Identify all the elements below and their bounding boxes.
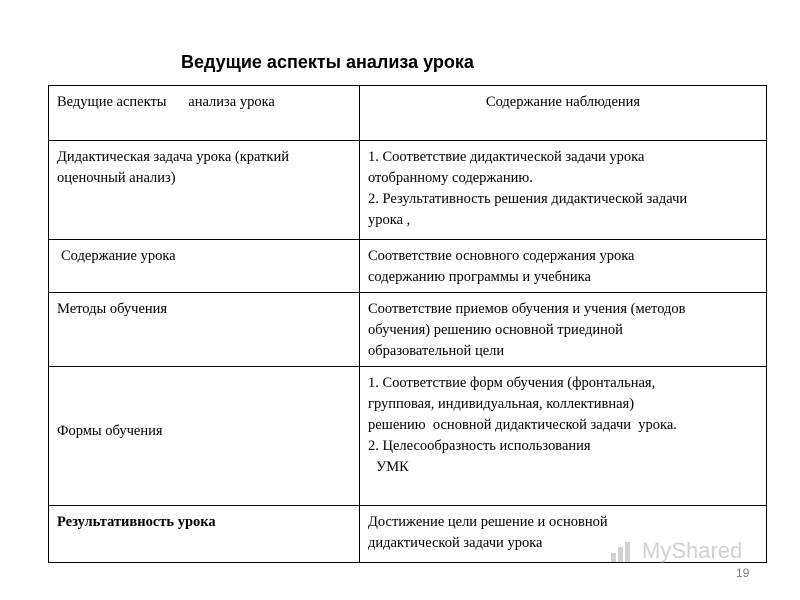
content-line: 2. Целесообразность использования bbox=[368, 438, 591, 454]
analysis-table bbox=[48, 85, 767, 563]
page-title: Ведущие аспекты анализа урока bbox=[181, 52, 474, 72]
aspect-line: оценочный анализ) bbox=[57, 170, 176, 186]
watermark-text: MyShared bbox=[642, 538, 743, 563]
aspect-cell bbox=[49, 240, 360, 293]
table-header-row bbox=[49, 86, 767, 141]
aspect-cell bbox=[49, 293, 360, 367]
content-line: урока , bbox=[368, 212, 411, 228]
aspect-cell bbox=[49, 141, 360, 240]
aspect-cell bbox=[49, 506, 360, 563]
aspect-line: Содержание урока bbox=[61, 248, 176, 264]
header-content: Содержание наблюдения bbox=[360, 86, 767, 141]
content-cell bbox=[360, 367, 767, 506]
content-line: Достижение цели решение и основной bbox=[368, 514, 608, 530]
aspect-line: Дидактическая задача урока (краткий bbox=[57, 149, 289, 165]
content-line: групповая, индивидуальная, коллективная) bbox=[368, 396, 635, 412]
page-number: 19 bbox=[736, 566, 750, 580]
content-line: содержанию программы и учебника bbox=[368, 269, 591, 285]
table-row bbox=[49, 367, 767, 506]
content-line: отобранному содержанию. bbox=[368, 170, 533, 186]
table-row bbox=[49, 293, 767, 367]
bar-chart-icon bbox=[610, 539, 636, 563]
content-line: 2. Результативность решения дидактической задачи bbox=[368, 191, 688, 207]
content-line: УМК bbox=[376, 459, 409, 475]
content-cell bbox=[360, 240, 767, 293]
aspect-line: Результативность урока bbox=[57, 514, 216, 530]
content-line: 1. Соответствие дидактической задачи урока bbox=[368, 149, 645, 165]
content-cell bbox=[360, 293, 767, 367]
content-line: обучения) решению основной триединой bbox=[368, 322, 623, 338]
content-cell bbox=[360, 141, 767, 240]
content-line: образовательной цели bbox=[368, 343, 505, 359]
content-line: 1. Соответствие форм обучения (фронтальная, bbox=[368, 375, 656, 391]
content-line: дидактической задачи урока bbox=[368, 535, 543, 551]
content-line: решению основной дидактической задачи урока. bbox=[368, 417, 677, 433]
aspect-cell bbox=[49, 367, 360, 506]
watermark bbox=[610, 538, 742, 564]
content-line: Соответствие приемов обучения и учения (методов bbox=[368, 301, 686, 317]
aspect-line: Формы обучения bbox=[57, 422, 163, 439]
table-row bbox=[49, 141, 767, 240]
aspect-line: Методы обучения bbox=[57, 301, 168, 317]
content-line: Соответствие основного содержания урока bbox=[368, 248, 635, 264]
header-aspects: Ведущие аспекты анализа урока bbox=[49, 86, 360, 141]
table-row bbox=[49, 240, 767, 293]
